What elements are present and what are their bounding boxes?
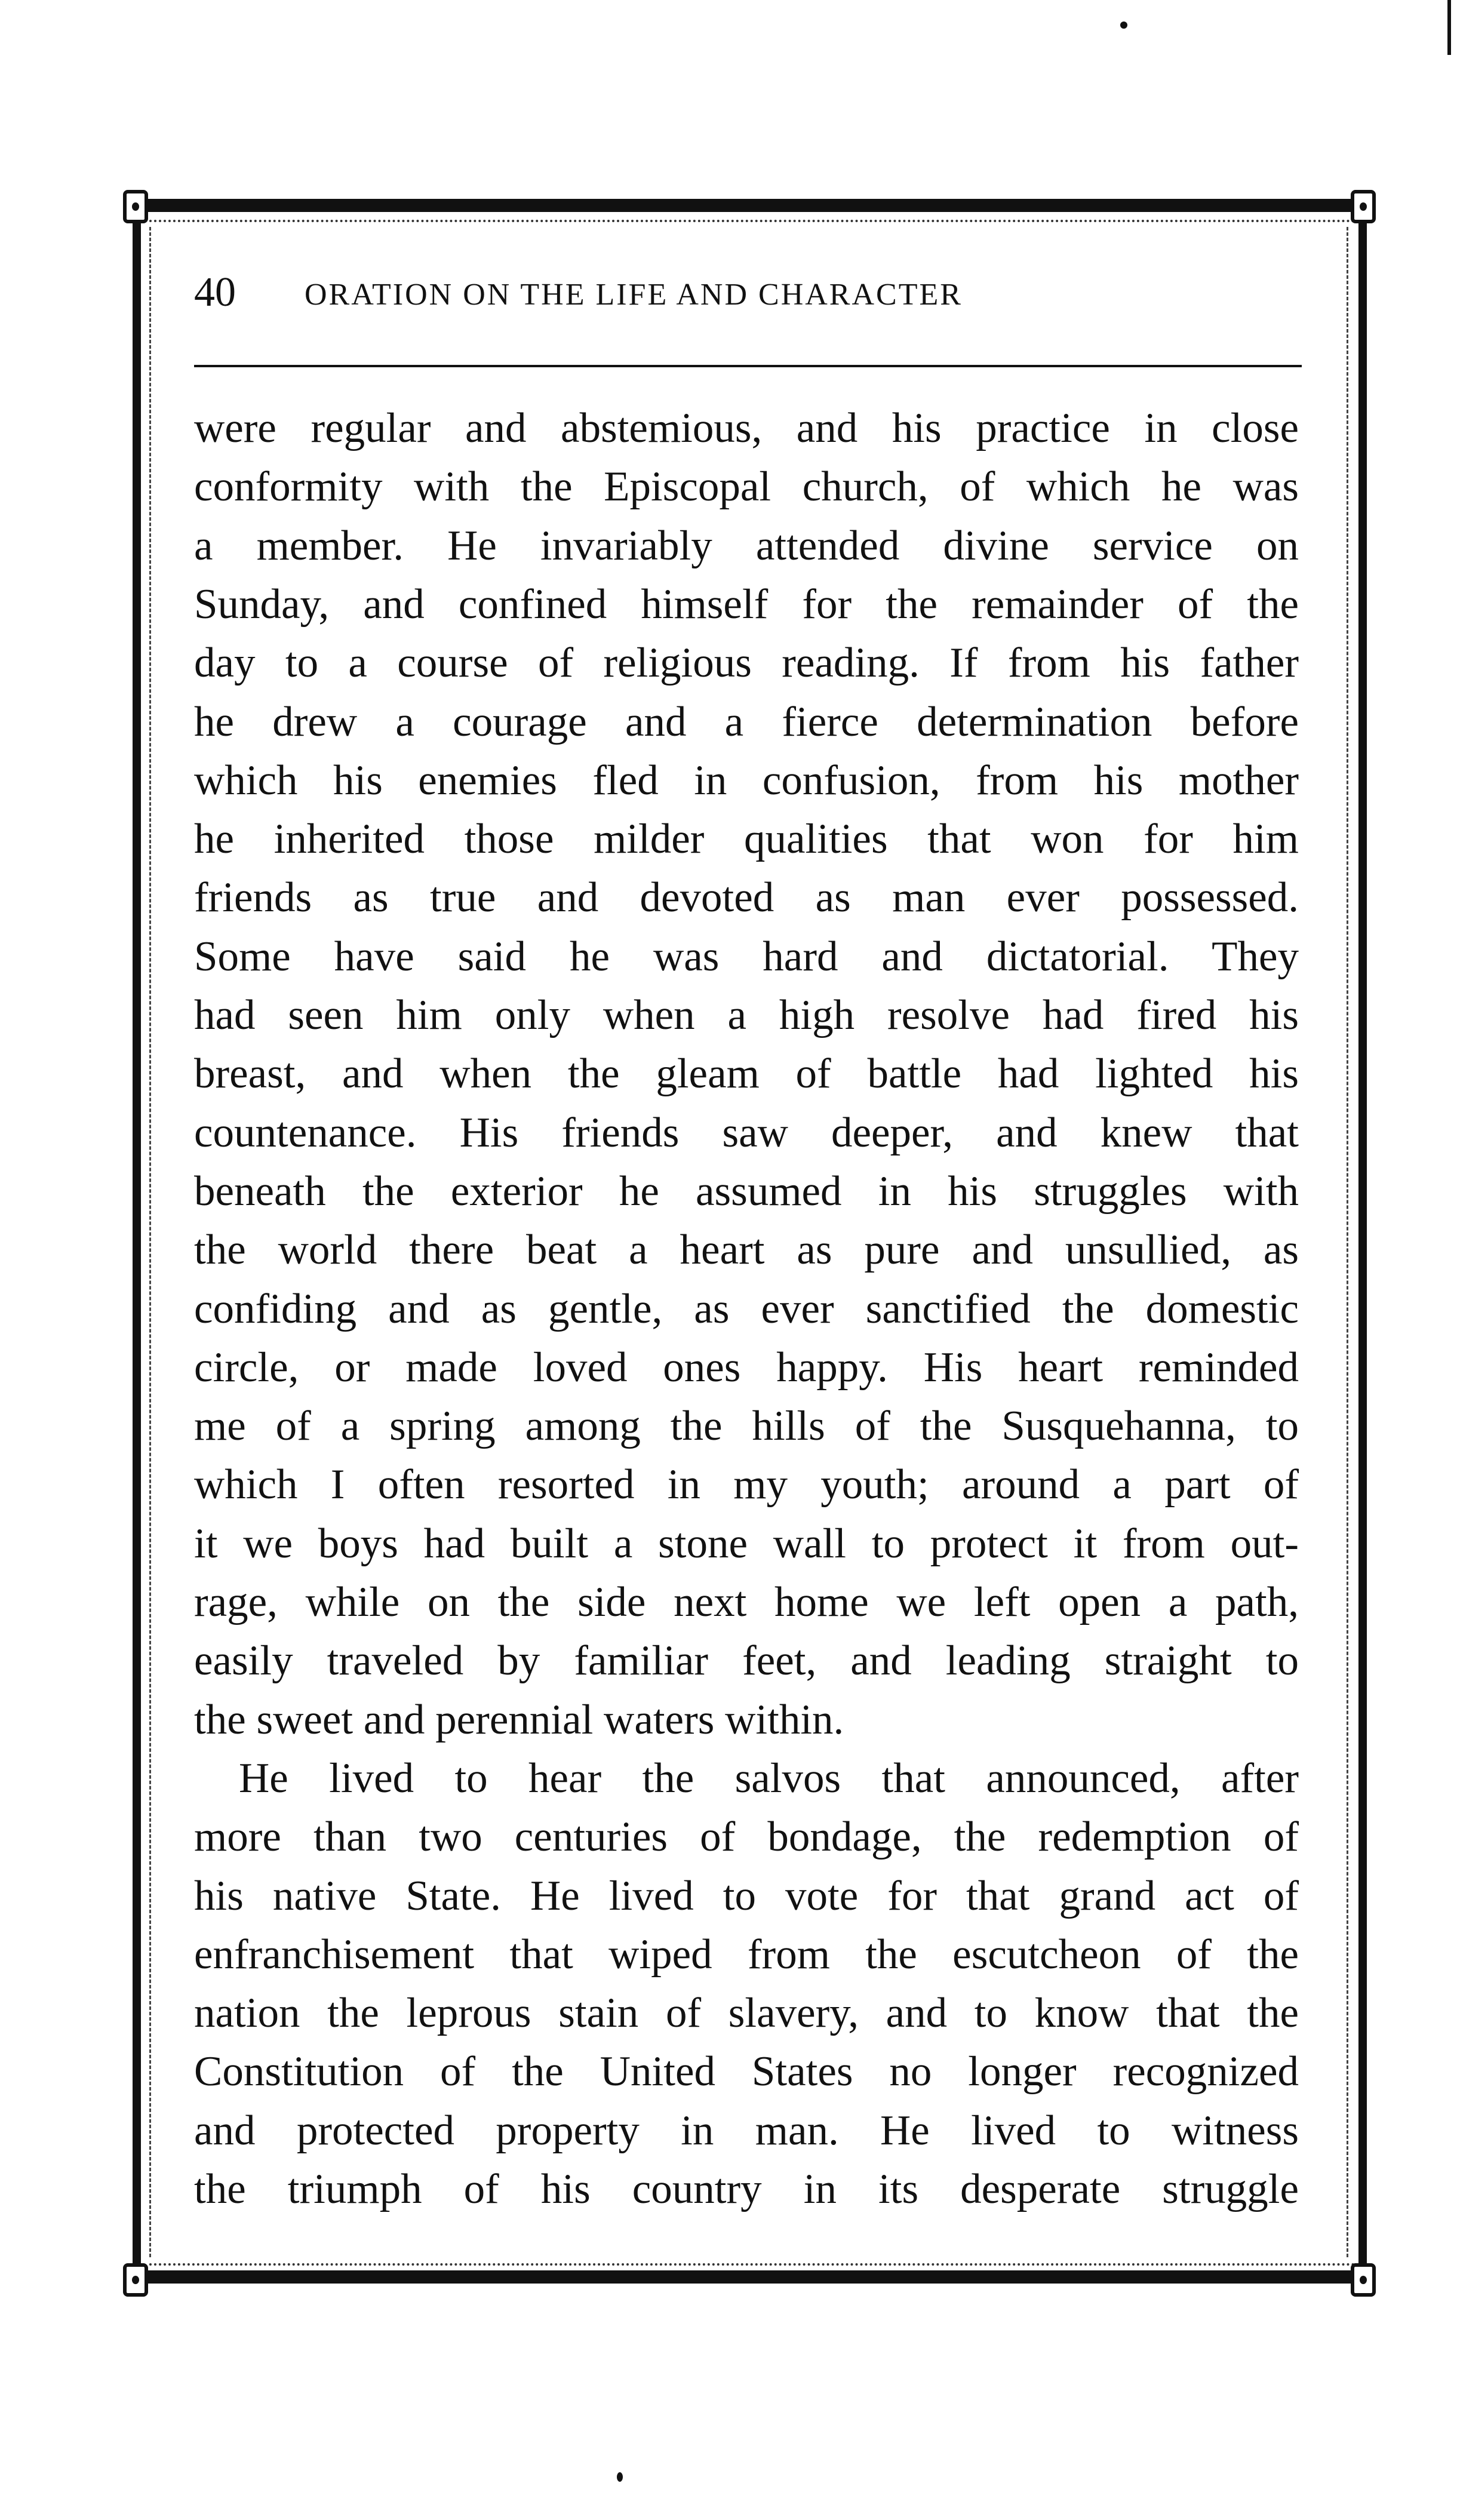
text-line: the world there beat a heart as pure and unsullied, as — [194, 1227, 1299, 1274]
text-line: Sunday, and confined himself for the remainder of the — [194, 580, 1299, 628]
text-line: me of a spring among the hills of the Susquehanna, to — [194, 1403, 1299, 1450]
corner-ornament-icon — [1351, 2263, 1376, 2297]
text-line: Constitution of the United States no longer recognized — [194, 2048, 1299, 2095]
text-line: which I often resorted in my youth; around a part of — [194, 1461, 1299, 1508]
text-line: breast, and when the gleam of battle had lighted his — [194, 1050, 1299, 1098]
text-line: the sweet and perennial waters within. — [194, 1696, 844, 1743]
text-line: beneath the exterior he assumed in his struggles with — [194, 1167, 1299, 1215]
frame-left-border — [133, 197, 141, 2287]
text-line: circle, or made loved ones happy. His heart reminded — [194, 1344, 1299, 1391]
frame-left-ornament — [149, 227, 151, 2257]
frame-top-ornament — [149, 220, 1355, 222]
scan-speck — [1120, 21, 1127, 29]
text-line: conformity with the Episcopal church, of which he was — [194, 463, 1299, 511]
text-line: the triumph of his country in its desperate struggle — [194, 2166, 1299, 2212]
frame-right-border — [1358, 197, 1367, 2287]
text-line: easily traveled by familiar feet, and leading straight to — [194, 1637, 1299, 1685]
page-number: 40 — [194, 269, 236, 315]
corner-ornament-icon — [1351, 190, 1376, 223]
text-line: nation the leprous stain of slavery, and to know that the — [194, 1990, 1299, 2037]
frame-bottom-border — [130, 2270, 1372, 2284]
frame-top-border — [130, 199, 1372, 212]
text-line: enfranchisement that wiped from the escutcheon of the — [194, 1931, 1299, 1978]
text-line: and protected property in man. He lived to witness — [194, 2107, 1299, 2154]
page-header — [194, 269, 1299, 322]
corner-ornament-icon — [123, 190, 148, 223]
frame-bottom-ornament — [149, 2263, 1355, 2266]
text-line: countenance. His friends saw deeper, and knew that — [194, 1109, 1299, 1156]
header-rule — [194, 365, 1302, 367]
text-line: it we boys had built a stone wall to protect it from out- — [194, 1520, 1299, 1567]
text-line: He lived to hear the salvos that announced, after — [239, 1754, 1299, 1802]
text-line: had seen him only when a high resolve had fired his — [194, 992, 1299, 1038]
corner-ornament-icon — [123, 2263, 148, 2297]
text-line: a member. He invariably attended divine service on — [194, 522, 1299, 569]
text-line: day to a course of religious reading. If from his father — [194, 640, 1299, 687]
text-line: Some have said he was hard and dictatorial. They — [194, 933, 1299, 980]
frame-right-ornament — [1347, 227, 1348, 2257]
running-title: ORATION ON THE LIFE AND CHARACTER — [305, 278, 963, 312]
text-line: friends as true and devoted as man ever possessed. — [194, 874, 1299, 921]
text-line: were regular and abstemious, and his practice in close — [194, 405, 1299, 451]
text-line: his native State. He lived to vote for that grand act of — [194, 1872, 1299, 1919]
text-line: he drew a courage and a fierce determination before — [194, 698, 1299, 745]
scan-edge-mark — [1447, 0, 1451, 55]
text-line: rage, while on the side next home we left open a path, — [194, 1579, 1299, 1625]
text-line: confiding and as gentle, as ever sanctified the domestic — [194, 1285, 1299, 1332]
text-line: he inherited those milder qualities that won for him — [194, 816, 1299, 863]
text-line: more than two centuries of bondage, the redemption of — [194, 1814, 1299, 1861]
scan-speck — [617, 2472, 623, 2482]
text-line: which his enemies fled in confusion, from his mother — [194, 757, 1299, 804]
